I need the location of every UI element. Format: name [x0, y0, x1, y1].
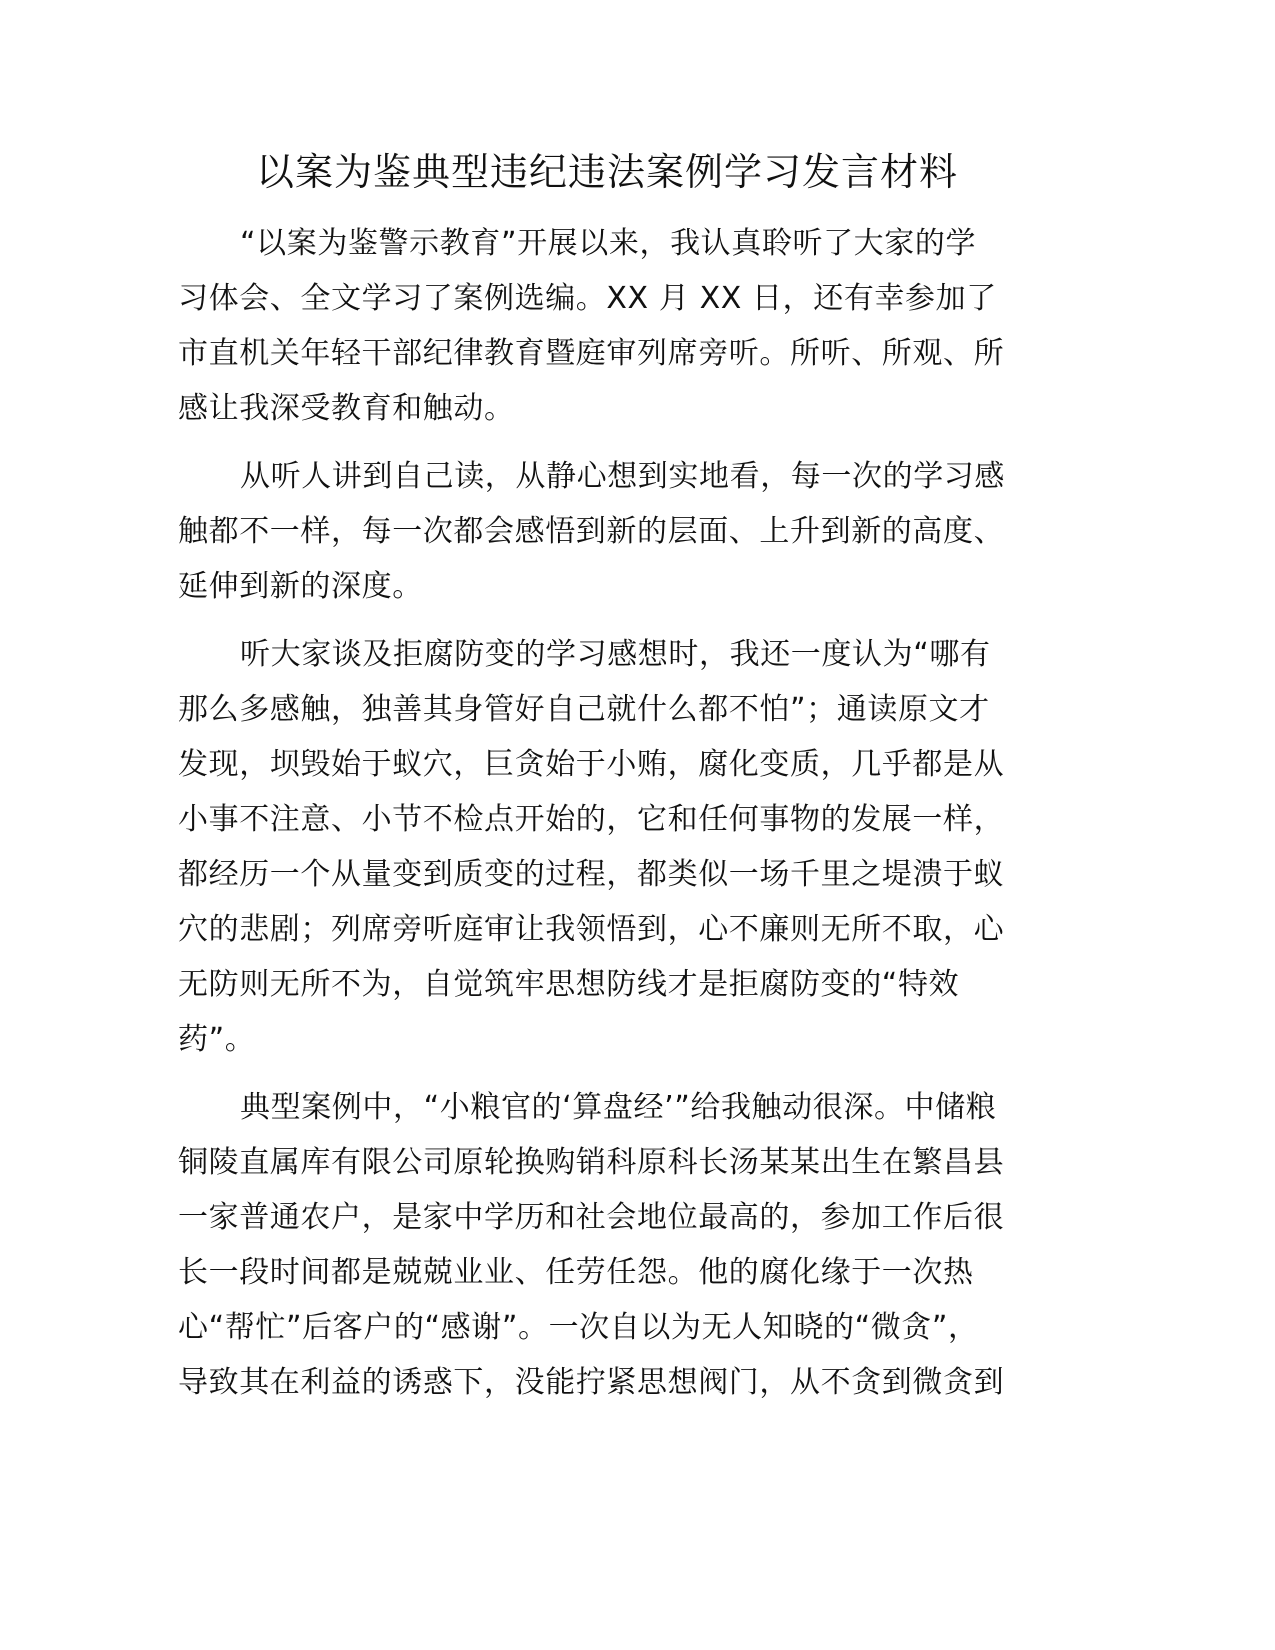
text-line: 都经历一个从量变到质变的过程，都类似一场千里之堤溃于蚁: [178, 857, 1005, 892]
text-line: 铜陵直属库有限公司原轮换购销科原科长汤某某出生在繁昌县: [178, 1145, 1005, 1180]
text-line: 发现，坝毁始于蚁穴，巨贪始于小贿，腐化变质，几乎都是从: [178, 747, 1005, 782]
text-line: 长一段时间都是兢兢业业、任劳任怨。他的腐化缘于一次热: [178, 1255, 974, 1290]
text-line: 延伸到新的深度。: [178, 569, 423, 604]
text-line: 习体会、全文学习了案例选编。XX 月 XX 日，还有幸参加了: [178, 281, 997, 316]
text-line: 心“帮忙”后客户的“感谢”。一次自以为无人知晓的“微贪”，: [178, 1310, 979, 1345]
document-body: [178, 216, 1036, 1410]
paragraph-4: [178, 1080, 1036, 1410]
paragraph-1: [178, 216, 1036, 436]
text-line: 触都不一样，每一次都会感悟到新的层面、上升到新的高度、: [178, 514, 1005, 549]
text-line: 听大家谈及拒腐防变的学习感想时，我还一度认为“哪有: [240, 637, 991, 672]
text-line: 那么多感触，独善其身管好自己就什么都不怕”；通读原文才: [178, 692, 990, 727]
text-line: 穴的悲剧；列席旁听庭审让我领悟到，心不廉则无所不取，心: [178, 912, 1005, 947]
text-line: 从听人讲到自己读，从静心想到实地看，每一次的学习感: [240, 459, 1005, 494]
document-title: 以案为鉴典型违纪违法案例学习发言材料: [255, 150, 958, 194]
text-line: 一家普通农户，是家中学历和社会地位最高的，参加工作后很: [178, 1200, 1005, 1235]
text-line: 导致其在利益的诱惑下，没能拧紧思想阀门，从不贪到微贪到: [178, 1365, 1005, 1400]
text-line: “以案为鉴警示教育”开展以来，我认真聆听了大家的学: [240, 226, 977, 261]
text-line: 典型案例中，“小粮官的‘算盘经’”给我触动很深。中储粮: [240, 1090, 997, 1125]
text-line: 市直机关年轻干部纪律教育暨庭审列席旁听。所听、所观、所: [178, 336, 1005, 371]
text-line: 无防则无所不为，自觉筑牢思想防线才是拒腐防变的“特效: [178, 967, 960, 1002]
text-line: 药”。: [178, 1022, 256, 1057]
paragraph-2: [178, 449, 1036, 614]
text-line: 感让我深受教育和触动。: [178, 391, 515, 426]
paragraph-3: [178, 627, 1036, 1067]
text-line: 小事不注意、小节不检点开始的，它和任何事物的发展一样，: [178, 802, 1005, 837]
